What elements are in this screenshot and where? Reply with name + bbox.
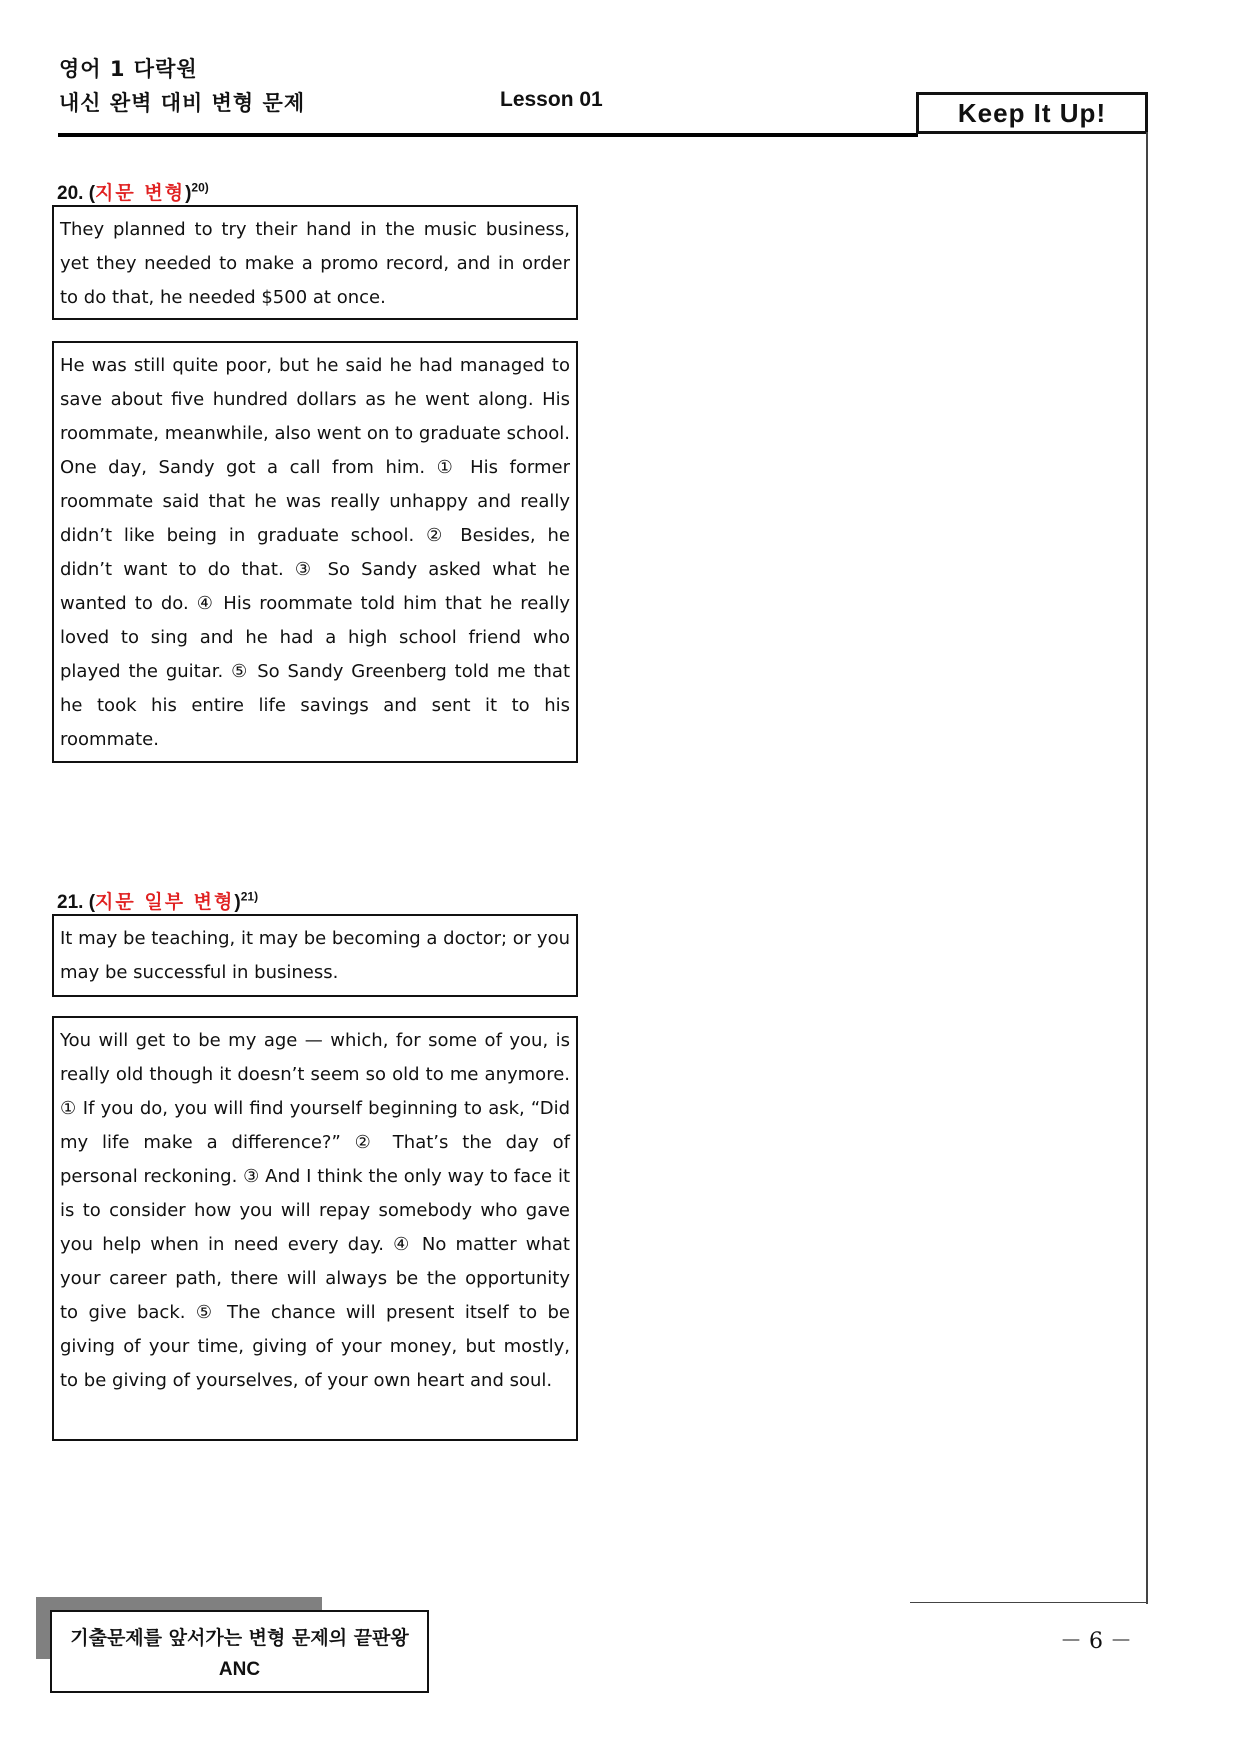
worksheet-name: 내신 완벽 대비 변형 문제 — [59, 91, 306, 115]
keep-it-up-badge: Keep It Up! — [916, 92, 1148, 134]
question-number: 20. — [57, 183, 84, 204]
question-tag: 지문 변형 — [95, 182, 186, 204]
question-20-given-sentence: They planned to try their hand in the music business, yet they needed to make a promo record, and in order to do that, he needed $500 at once. — [52, 205, 578, 320]
bottom-right-line — [910, 1602, 1148, 1603]
textbook-name: 영어 1 다락원 — [59, 57, 198, 81]
question-21-given-sentence: It may be teaching, it may be becoming a doctor; or you may be successful in business. — [52, 914, 578, 997]
question-20-passage: He was still quite poor, but he said he had managed to save about five hundred dollars as he went along. His roommate, meanwhile, also went on to graduate school. One day, Sandy got a call from him. ① His former roommate said that he was really unhappy and really didn’t like being in graduate school. ② Besides, he didn’t want to do that. ③ So Sandy asked what he wanted to do. ④ His roommate told him that he really loved to sing and he had a high school friend who played the guitar. ⑤ So Sandy Greenberg told me that he took his entire life savings and sent it to his roommate. — [52, 341, 578, 763]
page-number: － 6 － — [1060, 1629, 1132, 1654]
footnote-marker: 21) — [240, 889, 259, 904]
question-21-label: 21. (지문 일부 변형)$^{21)}$ — [57, 889, 259, 913]
header-divider — [58, 133, 918, 137]
document-title — [59, 52, 305, 120]
lesson-label: Lesson 01 — [500, 88, 603, 111]
question-number: 21. — [57, 892, 84, 913]
question-20-label: 20. (지문 변형)$^{20)}$ — [57, 180, 209, 204]
question-tag: 지문 일부 변형 — [95, 891, 235, 913]
question-21-passage: You will get to be my age — which, for some of you, is really old though it doesn’t seem so old to me anymore. ① If you do, you will find yourself beginning to ask, “Did my life make a difference?” ② That’s the day of personal reckoning. ③ And I think the only way to face it is to consider how you will repay somebody who gave you help when in need every day. ④ No matter what your career path, there will always be the opportunity to give back. ⑤ The chance will present itself to be giving of your time, giving of your money, but mostly, to be giving of yourselves, of your own heart and soul. — [52, 1016, 578, 1441]
footer-brand: ANC — [218, 1659, 261, 1680]
footer-slogan-box — [50, 1610, 429, 1693]
right-margin-line — [1146, 132, 1148, 1604]
footer-slogan: 기출문제를 앞서가는 변형 문제의 끝판왕 — [70, 1627, 409, 1649]
footnote-marker: 20) — [191, 180, 209, 195]
